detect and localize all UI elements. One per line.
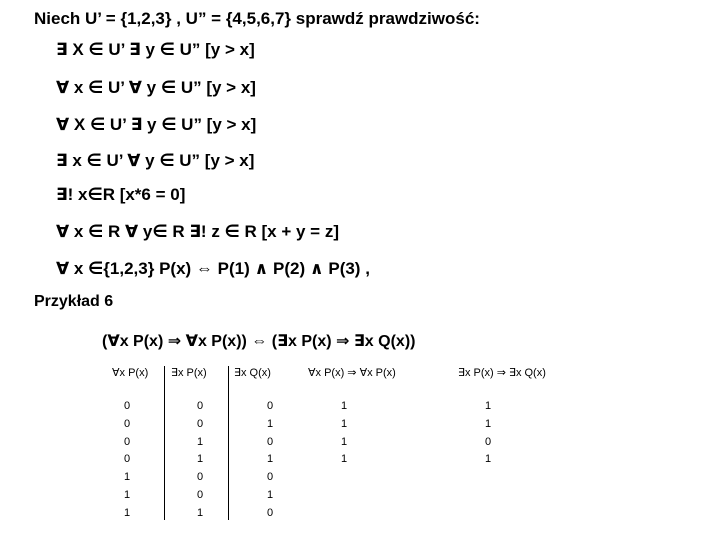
table-cell: 1 <box>196 435 204 448</box>
table-cell: 0 <box>266 400 274 412</box>
table-column-implication-forall <box>336 398 352 469</box>
table-cell: 0 <box>266 471 274 484</box>
table-cell: 0 <box>123 453 131 466</box>
table-header-forall-px: ∀x P(x) <box>112 367 149 379</box>
statement-4: ∃ x ∈ U’ ∀ y ∈ U” [y > x] <box>56 151 255 170</box>
table-cell: 0 <box>196 471 204 484</box>
table-cell: 0 <box>123 417 131 430</box>
table-cell: 0 <box>196 400 204 412</box>
table-cell: 1 <box>340 435 348 448</box>
table-cell: 0 <box>484 435 492 448</box>
table-cell: 1 <box>123 488 131 501</box>
table-cell: 1 <box>196 453 204 466</box>
table-cell: 0 <box>123 435 131 448</box>
table-header-implication-forall: ∀x P(x) ⇒ ∀x P(x) <box>308 367 396 379</box>
example-heading: Przykład 6 <box>34 293 114 310</box>
table-cell: 1 <box>266 417 274 430</box>
example-formula: (∀x P(x) ⇒ ∀x P(x)) ⇔ (∃x P(x) ⇒ ∃x Q(x)) <box>102 333 416 350</box>
statement-1: ∃ X ∈ U’ ∃ y ∈ U” [y > x] <box>56 40 255 59</box>
table-cell: 1 <box>266 453 274 466</box>
statement-7: ∀ x ∈{1,2,3} P(x) ⇔ P(1) ∧ P(2) ∧ P(3) , <box>56 259 370 278</box>
table-cell: 0 <box>123 400 131 412</box>
table-cell: 1 <box>196 506 204 519</box>
table-cell: 1 <box>484 417 492 430</box>
table-cell: 1 <box>123 471 131 484</box>
table-cell: 1 <box>340 417 348 430</box>
table-cell: 0 <box>266 506 274 519</box>
table-cell: 1 <box>484 400 492 412</box>
table-divider <box>228 366 229 520</box>
table-header-exists-qx: ∃x Q(x) <box>234 367 271 379</box>
table-cell: 0 <box>266 435 274 448</box>
table-cell: 1 <box>340 453 348 466</box>
table-cell: 1 <box>340 400 348 412</box>
table-column-implication-exists <box>480 398 496 469</box>
table-column-exists-qx <box>262 398 278 523</box>
page-title: Niech U’ = {1,2,3} , U” = {4,5,6,7} sprawdź prawdziwość: <box>34 9 480 28</box>
table-cell: 1 <box>484 453 492 466</box>
table-divider <box>164 366 165 520</box>
statement-6: ∀ x ∈ R ∀ y∈ R ∃! z ∈ R [x + y = z] <box>56 222 339 241</box>
table-cell: 1 <box>266 488 274 501</box>
statement-2: ∀ x ∈ U’ ∀ y ∈ U” [y > x] <box>56 78 256 97</box>
table-column-exists-px <box>192 398 208 523</box>
table-cell: 0 <box>196 488 204 501</box>
table-cell: 1 <box>123 506 131 519</box>
statement-5: ∃! x∈R [x*6 = 0] <box>56 185 186 204</box>
table-cell: 0 <box>196 417 204 430</box>
table-header-exists-px: ∃x P(x) <box>171 367 207 379</box>
table-column-forall-px <box>119 398 135 523</box>
statement-3: ∀ X ∈ U’ ∃ y ∈ U” [y > x] <box>56 115 257 134</box>
table-header-implication-exists: ∃x P(x) ⇒ ∃x Q(x) <box>458 367 546 379</box>
